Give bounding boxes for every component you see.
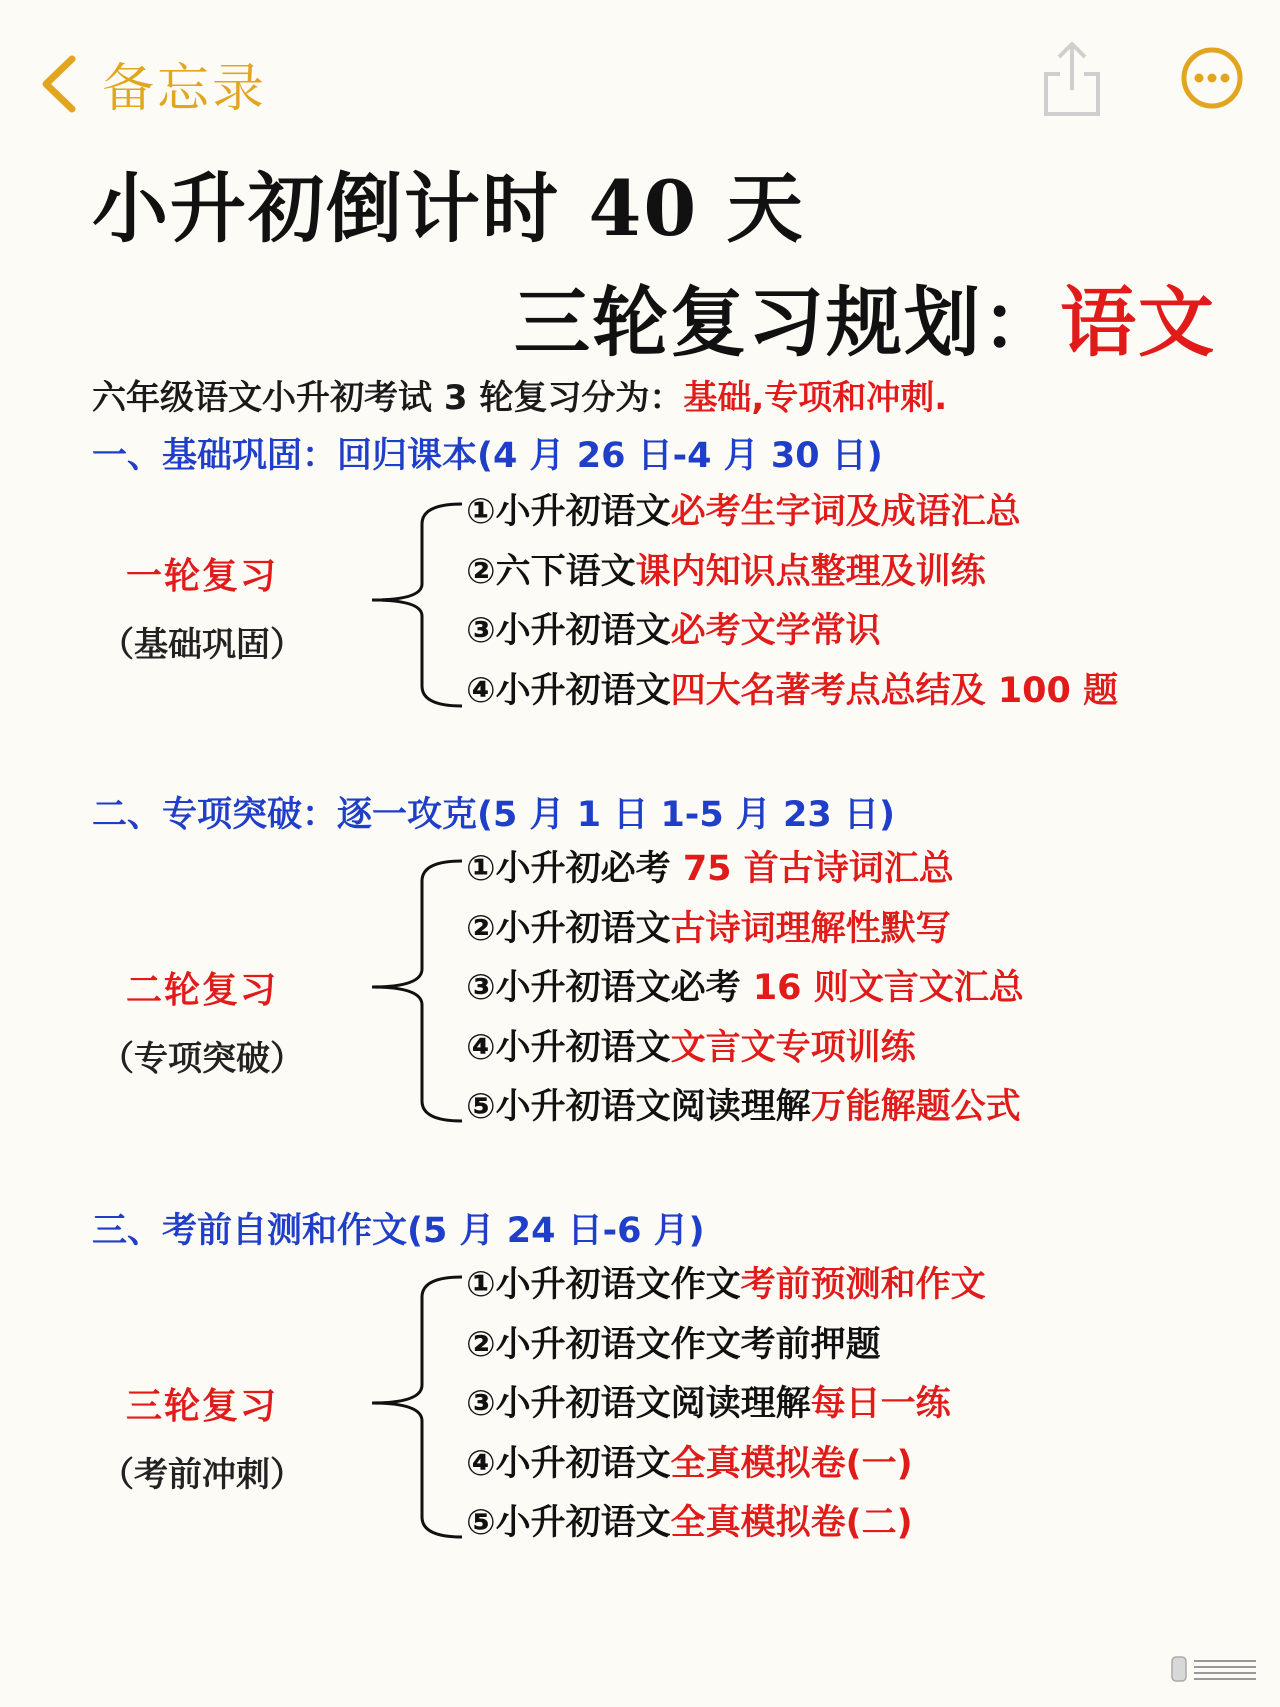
round-label-2 — [92, 962, 312, 1080]
round-subtitle: （基础巩固） — [100, 625, 304, 665]
list-item: ②小升初语文作文考前押题 — [466, 1324, 881, 1365]
list-item: ①小升初语文必考生字词及成语汇总 — [466, 492, 1021, 532]
list-item: ③小升初语文阅读理解每日一练 — [466, 1384, 951, 1424]
page-title: 小升初倒计时 40 天 — [92, 164, 805, 253]
round-name: 二轮复习 — [125, 970, 278, 1011]
more-icon[interactable] — [1180, 46, 1244, 110]
list-item: ①小升初语文作文考前预测和作文 — [466, 1265, 986, 1305]
section-heading-3: 三、考前自测和作文(5 月 24 日-6 月) — [92, 1211, 705, 1251]
item-list-3 — [466, 1256, 986, 1554]
intro-highlight: 基础,专项和冲刺. — [683, 378, 948, 418]
scroll-indicator[interactable] — [1170, 1655, 1258, 1683]
list-item: ④小升初语文四大名著考点总结及 100 题 — [466, 670, 1119, 711]
list-item: ③小升初语文必考文学常识 — [466, 611, 881, 651]
list-item: ④小升初语文全真模拟卷(一) — [466, 1443, 913, 1484]
list-item: ①小升初必考 75 首古诗词汇总 — [466, 849, 954, 889]
brace-1 — [370, 500, 470, 710]
section-heading-1: 一、基础巩固：回归课本(4 月 26 日-4 月 30 日) — [92, 436, 883, 476]
intro-prefix: 六年级语文小升初考试 3 轮复习分为： — [92, 378, 684, 418]
page-subtitle — [514, 262, 1216, 371]
subtitle-subject: 语文 — [1060, 278, 1216, 367]
share-icon[interactable] — [1040, 38, 1104, 118]
brace-2 — [370, 857, 470, 1125]
nav-bar — [0, 0, 1280, 150]
list-item: ⑤小升初语文全真模拟卷(二) — [466, 1503, 913, 1543]
round-label-3 — [92, 1378, 312, 1496]
subtitle-prefix: 三轮复习规划： — [514, 278, 1060, 367]
round-label-1 — [92, 548, 312, 666]
list-item: ②六下语文课内知识点整理及训练 — [466, 551, 986, 592]
section-heading-2: 二、专项突破：逐一攻克(5 月 1 日 1-5 月 23 日) — [92, 795, 895, 835]
round-subtitle: （考前冲刺） — [100, 1455, 304, 1495]
brace-3 — [370, 1273, 470, 1541]
item-list-2 — [466, 840, 1024, 1138]
list-item: ②小升初语文古诗词理解性默写 — [466, 908, 951, 949]
round-subtitle: （专项突破） — [100, 1039, 304, 1079]
round-name: 一轮复习 — [125, 556, 278, 597]
list-item: ⑤小升初语文阅读理解万能解题公式 — [466, 1087, 1021, 1127]
chevron-left-icon — [38, 53, 80, 115]
back-button[interactable] — [38, 46, 267, 121]
item-list-1 — [466, 483, 1118, 721]
intro-line — [92, 370, 947, 419]
round-name: 三轮复习 — [125, 1386, 278, 1427]
list-item: ③小升初语文必考 16 则文言文汇总 — [466, 968, 1024, 1008]
back-label: 备忘录 — [102, 59, 268, 119]
list-item: ④小升初语文文言文专项训练 — [466, 1027, 916, 1068]
